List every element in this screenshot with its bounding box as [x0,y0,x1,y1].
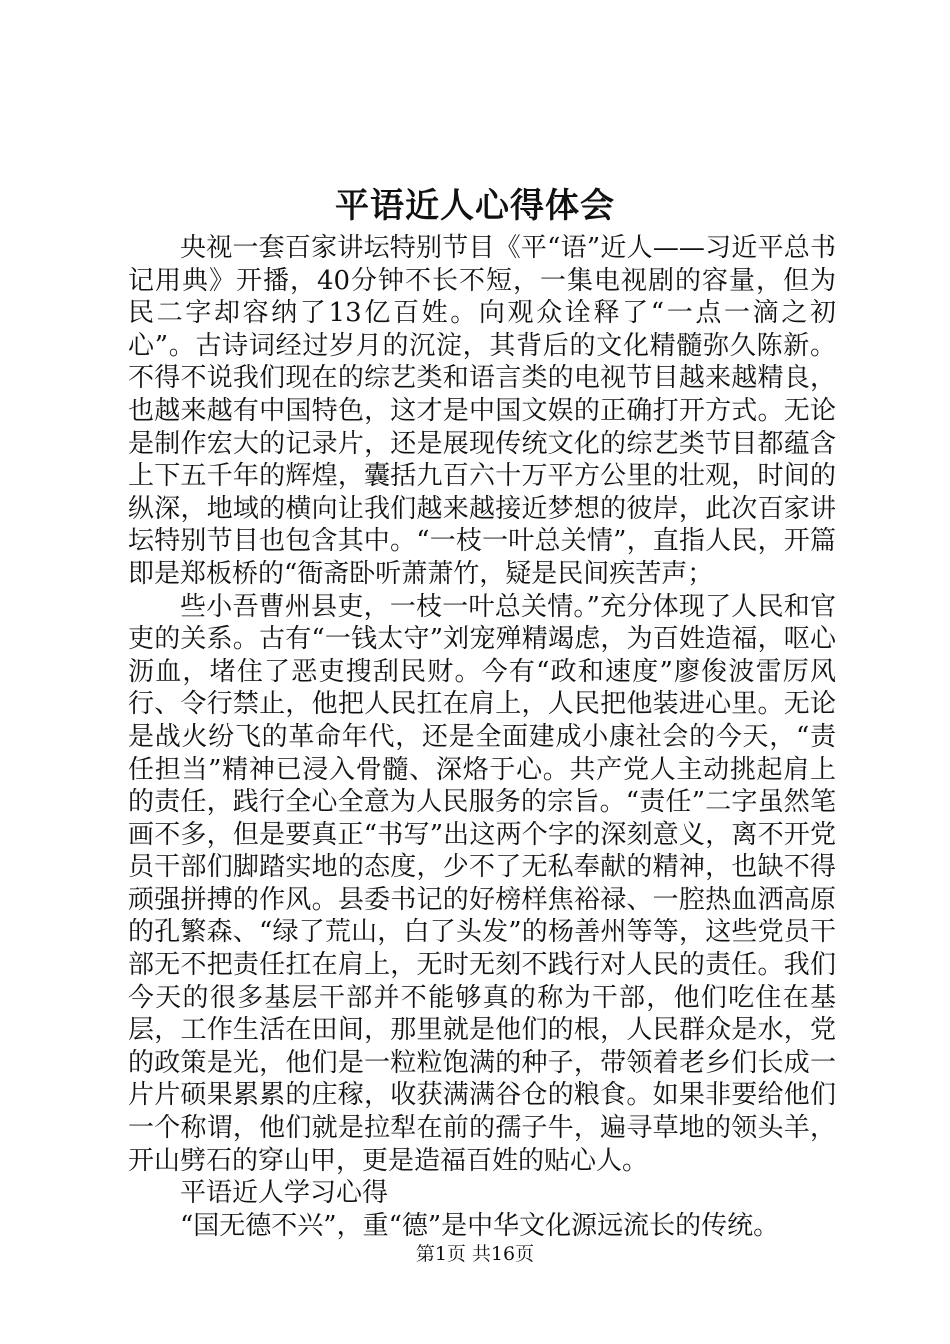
document-body [128,232,836,1242]
page-footer [0,1240,950,1268]
paragraph-3: “国无德不兴”，重“德”是中华文化源远流长的传统。 [180,1210,780,1241]
paragraph-2: 些小吾曹州县吏，一枝一叶总关情。”充分体现了人民和官吏的关系。古有“一钱太守”刘宠殚精竭虑，为百姓造福，呕心沥血，堵住了恶吏搜刮民财。今有“政和速度”廖俊波雷厉风行、令行禁止，他把人民扛在肩上，人民把他装进心里。无论是战火纷飞的革命年代，还是全面建成小康社会的今天，“责任担当”精神已浸入骨髓、深烙于心。共产党人主动挑起肩上的责任，践行全心全意为人民服务的宗旨。“责任”二字虽然笔画不多，但是要真正“书写”出这两个字的深刻意义，离不开党员干部们脚踏实地的态度，少不了无私奉献的精神，也缺不得顽强拼搏的作风。县委书记的好榜样焦裕禄、一腔热血洒高原的孔繁森、“绿了荒山，白了头发”的杨善州等等，这些党员干部无不把责任扛在肩上，无时无刻不践行对人民的责任。我们今天的很多基层干部并不能够真的称为干部，他们吃住在基层，工作生活在田间，那里就是他们的根，人民群众是水，党的政策是光，他们是一粒粒饱满的种子，带领着老乡们长成一片片硕果累累的庄稼，收获满满谷仓的粮食。如果非要给他们一个称谓，他们就是拉犁在前的孺子牛，遍寻草地的领头羊，开山劈石的穿山甲，更是造福百姓的贴心人。 [128,591,836,1176]
paragraph-1: 央视一套百家讲坛特别节目《平“语”近人——习近平总书记用典》开播，40分钟不长不短，一集电视剧的容量，但为民二字却容纳了13亿百姓。向观众诠释了“一点一滴之初心”。古诗词经过岁月的沉淀，其背后的文化精髓弥久陈新。不得不说我们现在的综艺类和语言类的电视节目越来越精良，也越来越有中国特色，这才是中国文娱的正确打开方式。无论是制作宏大的记录片，还是展现传统文化的综艺类节目都蕴含上下五千年的辉煌，囊括九百六十万平方公里的壮观，时间的纵深，地域的横向让我们越来越接近梦想的彼岸，此次百家讲坛特别节目也包含其中。“一枝一叶总关情”，直指人民，开篇即是郑板桥的“衙斋卧听萧萧竹，疑是民间疾苦声； [128,233,836,589]
page-number: 第1页 共16页 [415,1243,535,1265]
document-title: 平语近人心得体会 [335,186,615,226]
section-heading: 平语近人学习心得 [180,1178,389,1209]
